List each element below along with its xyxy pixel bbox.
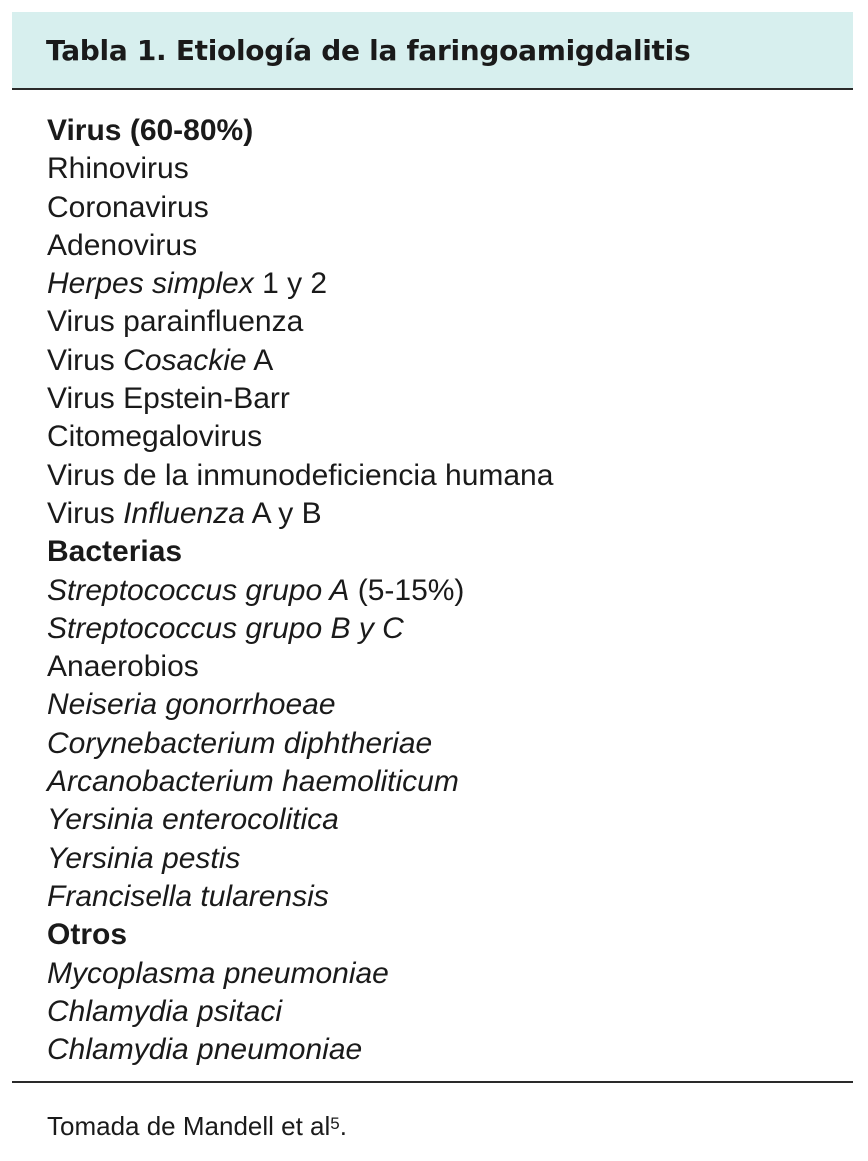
organism-name: Streptococcus grupo A xyxy=(47,573,350,607)
source-note xyxy=(47,1108,347,1144)
table-row xyxy=(47,801,853,839)
row-text: Coronavirus xyxy=(47,190,209,224)
table-row xyxy=(47,457,853,495)
organism-name: Chlamydia psitaci xyxy=(47,994,283,1028)
table-row xyxy=(47,955,853,993)
category-heading xyxy=(47,533,853,571)
table-row xyxy=(47,1031,853,1069)
source-text: Tomada de Mandell et al xyxy=(47,1111,331,1141)
table-row xyxy=(47,150,853,188)
table-row xyxy=(47,686,853,724)
table-row xyxy=(47,610,853,648)
row-text: A y B xyxy=(244,496,322,530)
organism-name: Arcanobacterium haemoliticum xyxy=(47,765,459,799)
etiology-table xyxy=(12,12,853,1069)
row-text: 1 y 2 xyxy=(253,267,328,301)
row-text: Bacterias xyxy=(47,535,183,569)
row-text: Virus de la inmunodeficiencia humana xyxy=(47,458,554,492)
table-row xyxy=(47,380,853,418)
organism-name: Yersinia enterocolitica xyxy=(47,803,339,837)
table-row xyxy=(47,303,853,341)
table-row xyxy=(47,725,853,763)
table-row xyxy=(47,840,853,878)
source-suffix: . xyxy=(339,1111,347,1141)
table-row xyxy=(47,495,853,533)
table-row xyxy=(47,227,853,265)
organism-name: Neiseria gonorrhoeae xyxy=(47,688,336,722)
row-text: Anaerobios xyxy=(47,650,199,684)
row-text: Virus Epstein-Barr xyxy=(47,382,290,416)
table-row xyxy=(47,265,853,303)
organism-name: Streptococcus grupo B y C xyxy=(47,611,404,645)
organism-name: Francisella tularensis xyxy=(47,879,329,913)
row-text: (5-15%) xyxy=(349,573,465,607)
organism-name: Mycoplasma pneumoniae xyxy=(47,956,389,990)
organism-name: Herpes simplex xyxy=(47,267,254,301)
row-text: Otros xyxy=(47,918,128,952)
table-row xyxy=(47,648,853,686)
table-row xyxy=(47,342,853,380)
row-text: Virus (60-80%) xyxy=(47,114,254,147)
category-heading xyxy=(47,916,853,954)
table-row xyxy=(47,572,853,610)
organism-name: Corynebacterium diphtheriae xyxy=(47,726,433,760)
row-text: Virus xyxy=(47,343,124,377)
table-title-bar xyxy=(12,12,853,90)
row-text: Adenovirus xyxy=(47,228,198,262)
table-row xyxy=(47,763,853,801)
table-row xyxy=(47,189,853,227)
organism-name: Yersinia pestis xyxy=(47,841,241,875)
table-body xyxy=(12,90,853,1069)
table-row xyxy=(47,418,853,456)
source-reference: 5 xyxy=(330,1114,340,1133)
bottom-rule xyxy=(12,1081,853,1083)
row-text: Virus xyxy=(47,496,124,530)
organism-name: Cosackie xyxy=(123,343,247,377)
table-title: Tabla 1. Etiología de la faringoamigdalitis xyxy=(46,33,691,67)
table-row xyxy=(47,878,853,916)
row-text: Citomegalovirus xyxy=(47,420,263,454)
table-row xyxy=(47,993,853,1031)
organism-name: Chlamydia pneumoniae xyxy=(47,1033,363,1067)
category-heading xyxy=(47,112,853,150)
row-text: Virus parainfluenza xyxy=(47,305,304,339)
organism-name: Influenza xyxy=(123,496,245,530)
row-text: A xyxy=(246,343,274,377)
row-text: Rhinovirus xyxy=(47,152,189,186)
